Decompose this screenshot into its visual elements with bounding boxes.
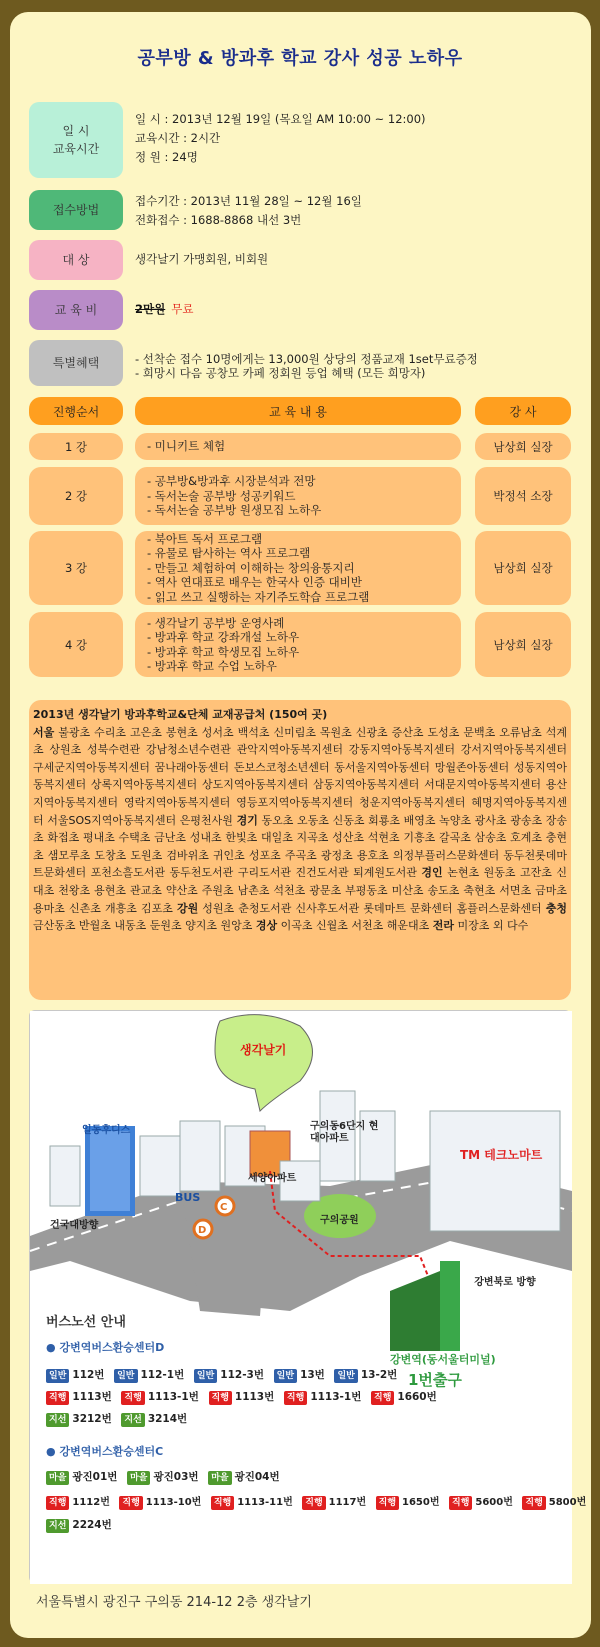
label-seyang-apt: 세양아파트 xyxy=(248,1173,297,1184)
stop-d-label: ● 강변역버스환승센터D xyxy=(46,1341,165,1354)
region-seoul: 서울 xyxy=(33,725,55,739)
bus-number: 1113-11번 xyxy=(237,1497,293,1508)
badge-express: 직행 xyxy=(284,1391,307,1405)
row-teacher: 박정석 소장 xyxy=(475,467,571,525)
region-gangwon: 강원 xyxy=(176,901,199,915)
bus-number: 13-2번 xyxy=(360,1369,398,1381)
badge-branch: 지선 xyxy=(121,1413,144,1427)
supply-box xyxy=(29,700,571,1000)
bus-number: 1660번 xyxy=(397,1391,437,1403)
bus-number: 1113-10번 xyxy=(145,1497,202,1508)
benefit-tag: 특별혜택 xyxy=(29,340,123,386)
apply-line: 전화접수 : 1688-8868 내선 3번 xyxy=(135,213,302,227)
bus-line-c-green xyxy=(46,1517,118,1533)
bus-number: 1113-1번 xyxy=(310,1391,362,1403)
target-tag: 대 상 xyxy=(29,240,123,280)
header-content: 교 육 내 용 xyxy=(135,397,461,425)
row-teacher: 남상희 실장 xyxy=(475,433,571,460)
fee-free: 무료 xyxy=(171,302,194,316)
apply-info xyxy=(135,192,362,230)
badge-village: 마을 xyxy=(127,1471,150,1485)
stop-d-name: 강변역버스환승센터D xyxy=(59,1341,165,1354)
bus-line-d-green xyxy=(46,1411,193,1427)
bus-number: 5600번 xyxy=(475,1497,513,1508)
fee-old: 2만원 xyxy=(135,302,166,316)
stop-c-name: 강변역버스환승센터C xyxy=(59,1445,164,1458)
row-content: - 미니키트 체험 xyxy=(135,433,461,460)
bus-number: 3214번 xyxy=(147,1413,188,1425)
row-content: - 공부방&방과후 시장분석과 전망 - 독서논술 공부방 성공키워드 - 독서논술 공부방 원생모집 노하우 xyxy=(135,467,461,525)
page-title: 공부방 & 방과후 학교 강사 성공 노하우 xyxy=(137,48,463,69)
badge-general: 일반 xyxy=(46,1369,69,1383)
bus-number: 112-1번 xyxy=(140,1369,185,1381)
badge-village: 마을 xyxy=(208,1471,231,1485)
badge-branch: 지선 xyxy=(46,1413,69,1427)
badge-general: 일반 xyxy=(334,1369,357,1383)
badge-express: 직행 xyxy=(46,1391,69,1405)
schedule-info xyxy=(135,110,426,167)
bus-line-d-red xyxy=(46,1389,443,1405)
svg-text:D: D xyxy=(198,1225,207,1236)
row-content: - 생각날기 공부방 운영사례 - 방과후 학교 강좌개설 노하우 - 방과후 학교 학생모집 노하우 - 방과후 학교 수업 노하우 xyxy=(135,612,461,677)
label-hyundai-apt: 구의동6단지 현대아파트 xyxy=(310,1121,379,1144)
badge-express: 직행 xyxy=(371,1391,394,1405)
region-chungcheong: 충청 xyxy=(545,901,567,915)
region-gyeonggi: 경기 xyxy=(236,813,258,827)
bus-number: 2224번 xyxy=(72,1519,112,1531)
region-list: 불광초 수리초 고은초 봉현초 성서초 백석초 신미림초 목원초 신광초 증산초 도성초 문백초 오류남초 석계초 상원초 성북수련관 강남청소년수련관 관악지역아동복지센터 강동지역아동복지센터 강서지역아동복지센터 구세군지역아동복지센터 꿈나래아동센터 돈보스코청소년센터 동서울지역아동센터 망월존아동센터 성동지역아동복지센터 상록지역아동복지센터 상도지역아동복지센터 삼동지역아동복지센터 서대문지역아동복지센터 용산지역아동복지센터 영락지역아동복지센터 영등포지역아동복지센터 청운지역아동복지센터 혜명지역아동복지센터 서울SOS지역아동복지센터 은평천사원 xyxy=(33,725,567,827)
bus-number: 1117번 xyxy=(328,1497,367,1508)
fee-info xyxy=(135,300,193,319)
svg-text:C: C xyxy=(220,1202,228,1213)
label-bus: BUS xyxy=(175,1191,201,1204)
bus-number: 광진04번 xyxy=(234,1471,280,1483)
brand-bubble-label: 생각날기 xyxy=(240,1043,287,1057)
badge-express: 직행 xyxy=(121,1391,144,1405)
label-ildong: 일동후디스 xyxy=(82,1125,131,1136)
row-order: 4 강 xyxy=(29,612,123,677)
label-konkuk-direction: 건국대방향 xyxy=(50,1220,99,1231)
benefit-info xyxy=(135,352,478,380)
building-ildong xyxy=(85,1126,135,1216)
supply-heading: 2013년 생각날기 방과후학교&단체 교재공급처 (150여 곳) xyxy=(33,708,328,721)
apply-line: 접수기간 : 2013년 11월 28일 ~ 12월 16일 xyxy=(135,194,362,208)
apply-tag: 접수방법 xyxy=(29,190,123,230)
label-exit-1: 1번출구 xyxy=(408,1371,462,1389)
region-list: 동오초 오동초 신동초 회룡초 배영초 녹양초 광사초 광송초 장송초 화접초 평내초 수택초 금난초 성내초 한빛초 대일초 지곡초 성산초 석현초 기흥초 갈곡초 삼송초 호계초 충현초 샘모루초 도창초 도원초 검바위초 귀인초 성포초 주곡초 광정초 용호초 의정부플러스문화센터 동두천롯데마트문화센터 포천소흘도서관 동두천도서관 구리도서관 진건도서관 퇴계원도서관 xyxy=(33,813,567,880)
row-content: - 북아트 독서 프로그램 - 유물로 탐사하는 역사 프로그램 - 만들고 체험하여 이해하는 창의융통지리 - 역사 연대표로 배우는 한국사 인증 대비반 - 읽고 쓰고 실행하는 자기주도학습 프로그램 xyxy=(135,531,461,605)
row-order: 1 강 xyxy=(29,433,123,460)
schedule-tag: 일 시 교육시간 xyxy=(29,102,123,178)
region-list: 성원초 춘청도서관 신사후도서관 롯데마트 문화센터 홈플러스문화센터 xyxy=(198,901,546,915)
badge-branch: 지선 xyxy=(46,1519,69,1533)
region-gyeongin: 경인 xyxy=(421,866,443,880)
label-technomart: TM 테크노마트 xyxy=(460,1148,543,1162)
location-map xyxy=(29,1010,587,1583)
bus-guide-title: 버스노선 안내 xyxy=(46,1315,126,1330)
row-order: 2 강 xyxy=(29,467,123,525)
badge-express: 직행 xyxy=(209,1391,232,1405)
bus-number: 1113-1번 xyxy=(147,1391,199,1403)
region-jeolla: 전라 xyxy=(432,919,455,933)
badge-village: 마을 xyxy=(46,1471,69,1485)
bus-number: 112번 xyxy=(72,1369,105,1381)
badge-express: 직행 xyxy=(376,1496,399,1510)
badge-express: 직행 xyxy=(449,1496,472,1510)
region-list: 논현초 원동초 고잔초 신대초 천왕초 용현초 관교초 약산초 주원초 남촌초 석천초 광문초 부평동초 미산초 송도초 축현초 서면초 금마초 용마초 신촌초 개흥초 김포초 xyxy=(33,866,568,915)
fee-tag: 교 육 비 xyxy=(29,290,123,330)
bus-number: 광진03번 xyxy=(153,1471,199,1483)
badge-express: 직행 xyxy=(522,1496,545,1510)
region-list: 금산동초 반월초 내동초 둔원초 양지초 원앙초 xyxy=(33,919,256,933)
bus-number: 112-3번 xyxy=(220,1369,265,1381)
schedule-line: 일 시 : 2013년 12월 19일 (목요일 AM 10:00 ~ 12:00) xyxy=(135,112,426,126)
header-order: 진행순서 xyxy=(29,397,123,425)
region-gyeongsang: 경상 xyxy=(255,919,278,933)
region-list: 미장초 외 다수 xyxy=(454,919,529,933)
label-gangbyeon-station: 강변역(동서울터미널) xyxy=(390,1353,496,1366)
bus-number: 5800번 xyxy=(548,1497,587,1508)
benefit-line: - 희망시 다음 공창모 카페 정회원 등업 혜택 (모든 희망자) xyxy=(135,366,426,380)
badge-general: 일반 xyxy=(114,1369,137,1383)
header-teacher: 강 사 xyxy=(475,397,571,425)
bus-number: 1650번 xyxy=(402,1497,440,1508)
benefit-line: - 선착순 접수 10명에게는 13,000원 상당의 정품교재 1set무료증정 xyxy=(135,352,478,366)
bus-number: 13번 xyxy=(300,1369,325,1381)
bus-number: 1112번 xyxy=(72,1497,110,1508)
row-order: 3 강 xyxy=(29,531,123,605)
badge-express: 직행 xyxy=(302,1496,325,1510)
bus-line-c-red xyxy=(46,1493,592,1510)
stop-c-label: ● 강변역버스환승센터C xyxy=(46,1445,164,1458)
bus-line-c-village xyxy=(46,1469,286,1485)
bus-number: 1113번 xyxy=(234,1391,275,1403)
badge-express: 직행 xyxy=(119,1496,142,1510)
schedule-line: 정 원 : 24명 xyxy=(135,150,198,164)
badge-express: 직행 xyxy=(211,1496,234,1510)
bus-line-d-blue xyxy=(46,1367,403,1383)
bus-number: 1113번 xyxy=(72,1391,112,1403)
row-teacher: 남상희 실장 xyxy=(475,612,571,677)
bus-number: 3212번 xyxy=(72,1413,112,1425)
badge-general: 일반 xyxy=(274,1369,297,1383)
label-guui-park: 구의공원 xyxy=(320,1215,359,1226)
label-gangbyeon-direction: 강변북로 방향 xyxy=(474,1277,536,1288)
schedule-line: 교육시간 : 2시간 xyxy=(135,131,221,145)
region-list: 이곡초 신월초 서천초 해운대초 xyxy=(277,919,433,933)
badge-express: 직행 xyxy=(46,1496,69,1510)
badge-general: 일반 xyxy=(194,1369,217,1383)
address: 서울특별시 광진구 구의동 214-12 2층 생각날기 xyxy=(36,1595,312,1610)
target-info: 생각날기 가맹회원, 비회원 xyxy=(135,252,269,266)
bus-number: 광진01번 xyxy=(72,1471,118,1483)
row-teacher: 남상희 실장 xyxy=(475,531,571,605)
